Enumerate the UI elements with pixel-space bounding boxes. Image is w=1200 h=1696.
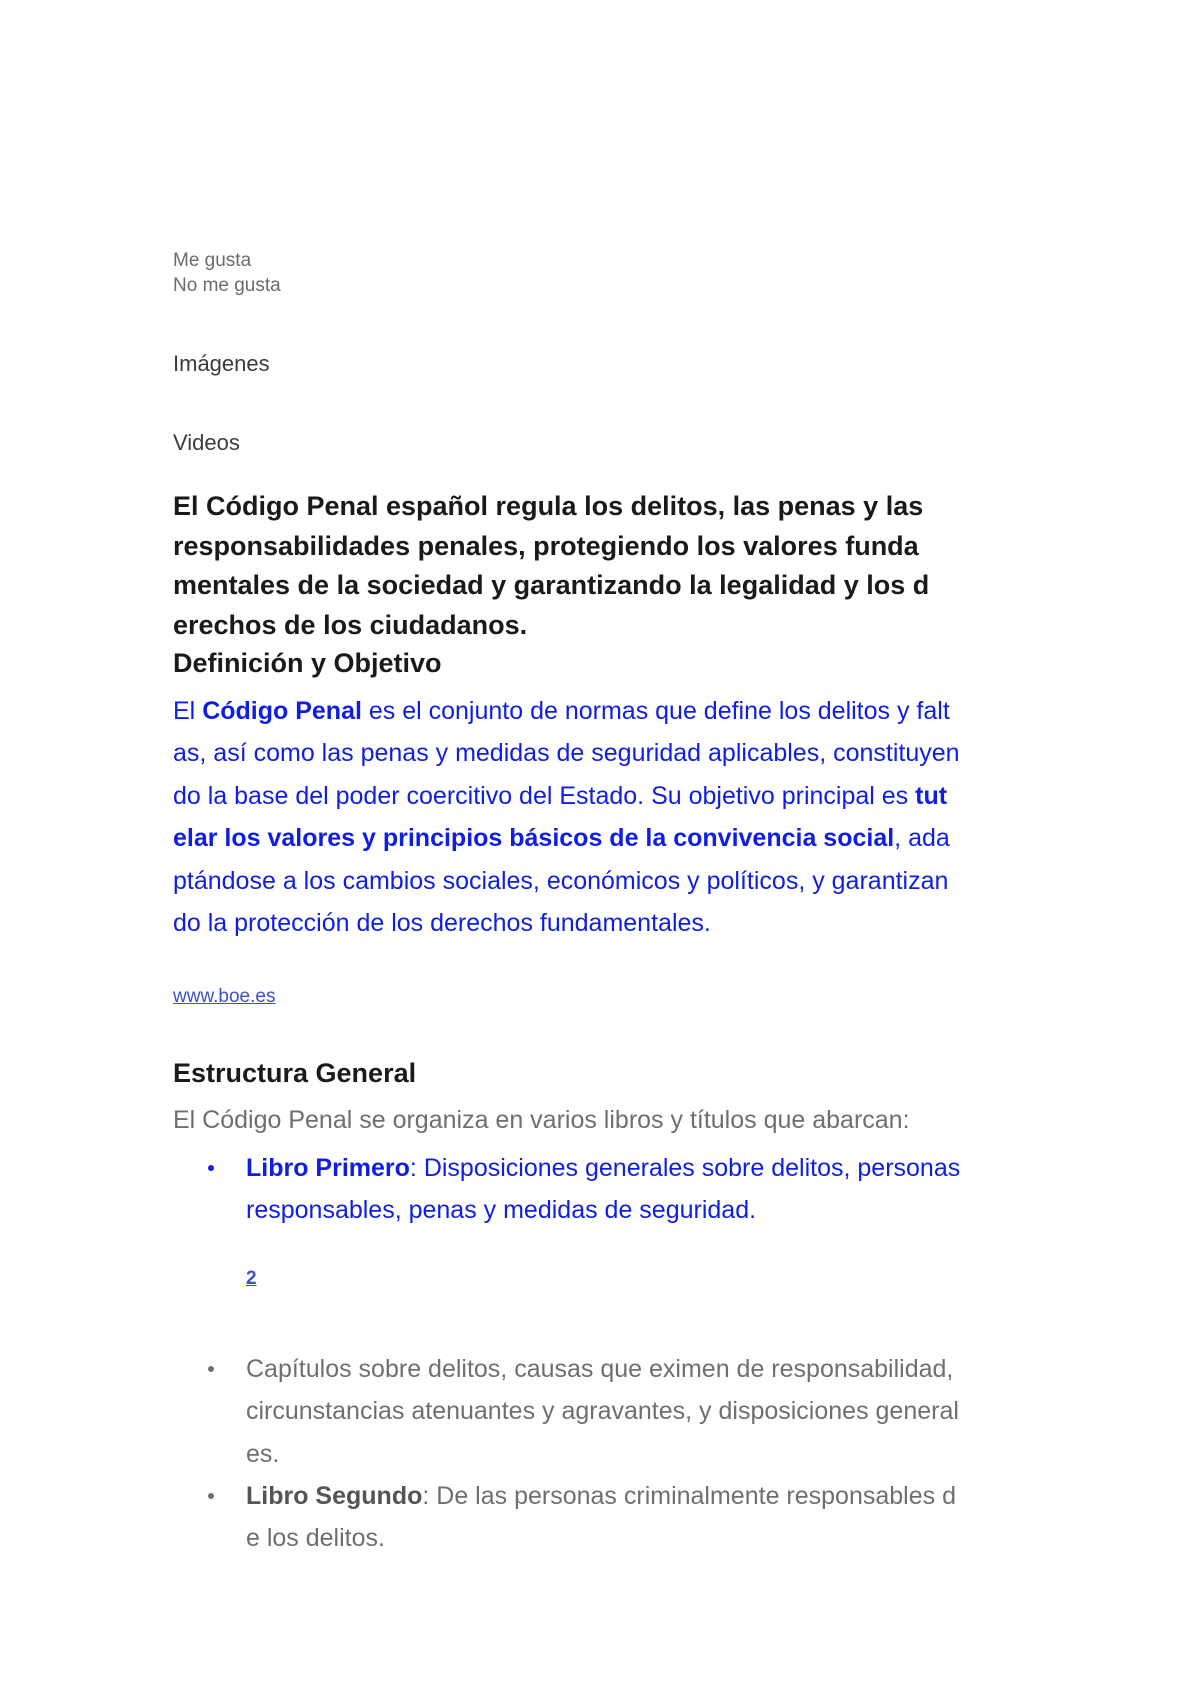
structure-intro: El Código Penal se organiza en varios libros y títulos que abarcan:: [173, 1106, 910, 1134]
definition-paragraph: [173, 690, 1053, 944]
like-link[interactable]: Me gusta: [173, 250, 252, 271]
definition-text: ptándose a los cambios sociales, económicos y políticos, y garantizan: [173, 866, 949, 895]
definition-text: El: [173, 697, 203, 725]
lead-line: responsabilidades penales, protegiendo los valores funda: [173, 530, 919, 561]
list-item-text: e los delitos.: [246, 1524, 385, 1553]
images-link[interactable]: Imágenes: [173, 351, 270, 376]
structure-heading: Estructura General: [173, 1058, 417, 1088]
lead-line: mentales de la sociedad y garantizando la legalidad y los d: [173, 570, 930, 600]
bullet-dot: [208, 1366, 214, 1372]
definition-term: Código Penal: [202, 697, 362, 725]
dislike-link[interactable]: No me gusta: [173, 275, 281, 296]
list-item-title: Libro Segundo: [246, 1482, 423, 1510]
definition-emphasis: tut: [915, 781, 948, 810]
list-item-text: responsables, penas y medidas de seguridad.: [246, 1196, 757, 1225]
list-item-title: Libro Primero: [246, 1154, 410, 1182]
lead-line: erechos de los ciudadanos.: [173, 609, 528, 640]
lead-summary: [173, 487, 1053, 645]
definition-text: , ada: [894, 824, 950, 853]
definition-text: do la base del poder coercitivo del Estado. Su objetivo principal es: [173, 781, 916, 810]
list-item-text: es.: [246, 1439, 280, 1468]
definition-text: do la protección de los derechos fundamentales.: [173, 909, 711, 938]
definition-heading: Definición y Objetivo: [173, 648, 442, 678]
source-link[interactable]: www.boe.es: [173, 986, 276, 1007]
list-item-text: : Disposiciones generales sobre delitos, personas: [409, 1154, 961, 1182]
bullet-dot: [208, 1165, 214, 1171]
footnote-link[interactable]: 2: [246, 1268, 257, 1289]
list-item-text: : De las personas criminalmente responsables d: [422, 1482, 956, 1510]
definition-text: es el conjunto de normas que define los delitos y falt: [361, 697, 950, 725]
list-item-text: Capítulos sobre delitos, causas que eximen de responsabilidad,: [246, 1355, 954, 1383]
lead-line: El Código Penal español regula los delitos, las penas y las: [173, 491, 924, 521]
bullet-dot: [208, 1493, 214, 1499]
videos-link[interactable]: Videos: [173, 430, 240, 455]
definition-emphasis: elar los valores y principios básicos de la convivencia social: [173, 824, 895, 853]
list-item-text: circunstancias atenuantes y agravantes, y disposiciones general: [246, 1397, 959, 1426]
definition-text: as, así como las penas y medidas de seguridad aplicables, constituyen: [173, 739, 960, 768]
